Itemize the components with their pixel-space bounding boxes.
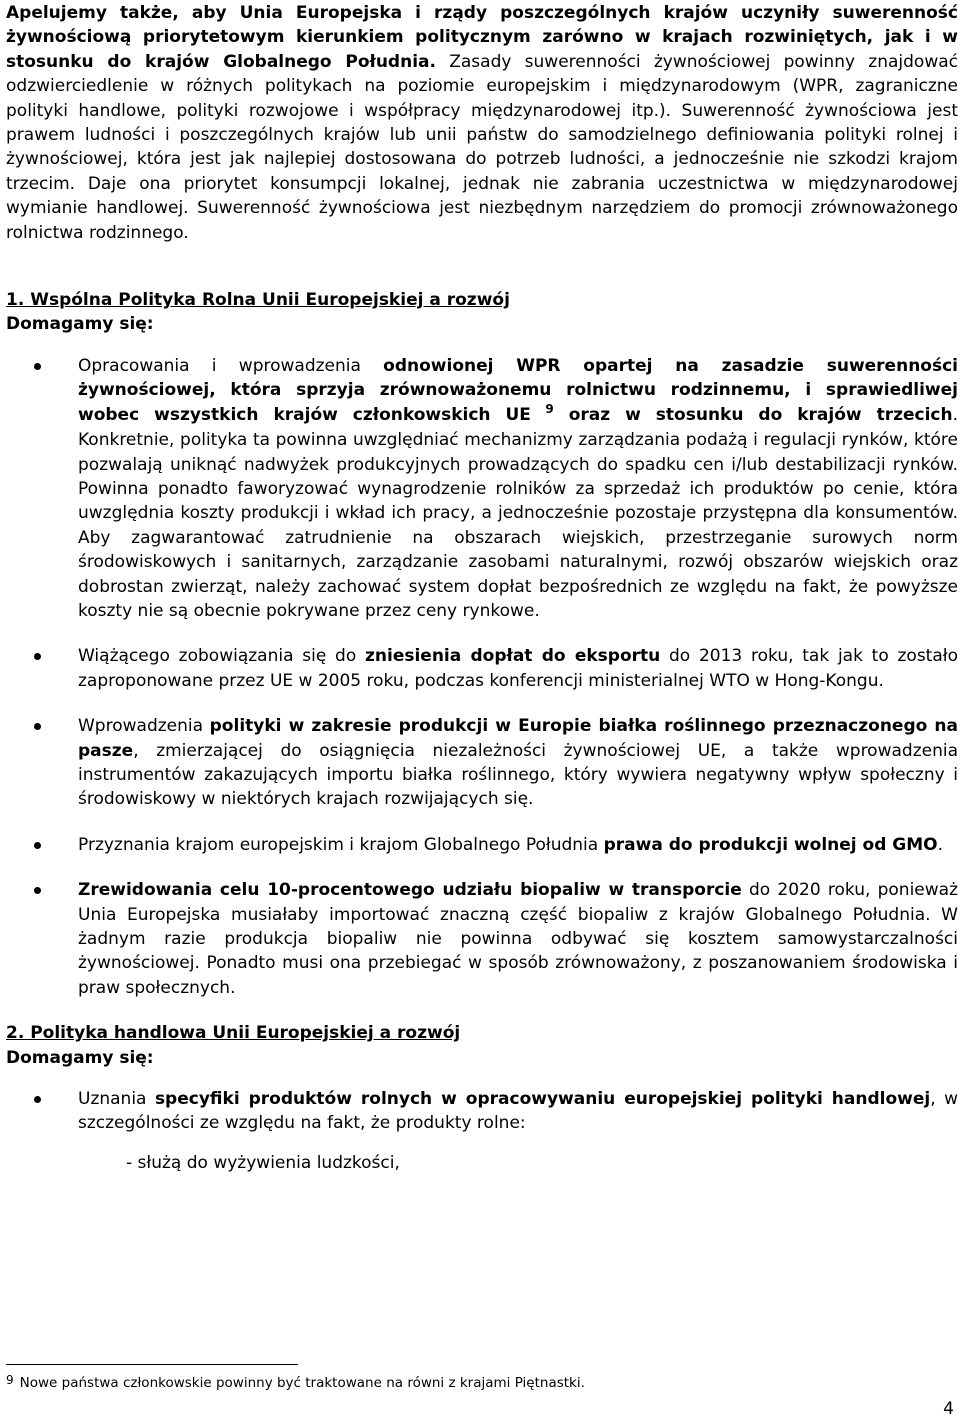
section-1-demand: Domagamy się: [6,314,154,335]
footnote-ref: 9 [545,401,554,416]
list-item [6,714,958,812]
footnote [6,1373,585,1393]
intro-paragraph [6,1,958,245]
item-text: Opracowania i wprowadzenia [78,355,384,376]
item-text: . [937,834,944,855]
section-2-title: 2. Polityka handlowa Unii Europejskiej a rozwój [6,1023,461,1044]
bullet-icon [34,842,41,849]
bullet-icon [34,887,41,894]
list-item [6,1087,958,1136]
item-text: , w szczególności ze względu na fakt, że produkty rolne: [78,1089,958,1134]
intro-text: Zasady suwerenności żywnościowej powinny znajdować odzwierciedlenie w różnych politykach na poziomie europejskim i międzynarodowym (WPR, zagraniczne polityki handlowe, polityki rozwojowe i współpracy międzynarodowej itp.). Suwerenność żywnościowa jest prawem ludności i poszczególnych krajów lub unii państw do samodzielnego definiowania polityki rolnej i żywnościowej, która jest jak najlepiej dostosowana do potrzeb ludności, a jednocześnie nie szkodzi krajom trzecim. Daje ona priorytet konsumpcji lokalnej, jednak nie zabrania uczestnictwa w międzynarodowej wymianie handlowej. Suwerenność żywnościowa jest niezbędnym narzędziem do promocji zrównoważonego rolnictwa rodzinnego. [6,51,958,243]
bullet-icon [34,653,41,660]
item-text: Wprowadzenia [78,716,210,737]
document-page [6,1,958,1175]
section-1-title: 1. Wspólna Polityka Rolna Unii Europejskiej a rozwój [6,290,510,311]
footnote-text: Nowe państwa członkowskie powinny być traktowane na równi z krajami Piętnastki. [19,1375,585,1391]
bullet-icon [34,363,41,370]
item-bold: odnowionej WPR opartej na zasadzie suwerenności żywnościowej, która sprzyja zrównoważonemu rolnictwu rodzinnemu, i sprawiedliwej wobec wszystkich krajów członkowskich UE [78,355,958,425]
item-text: . Konkretnie, polityka ta powinna uwzględniać mechanizmy zarządzania podażą i regulacji rynków, które pozwalają uniknąć nadwyżek produkcyjnych prowadzących do spadku cen i/lub destabilizacji rynków. Powinna ponadto faworyzować wynagrodzenie rolników za sprzedaż ich produktów po cenie, która uwzględnia koszty produkcji i wkład ich pracy, a jednocześnie pozostaje przystępna dla konsumentów. Aby zagwarantować zatrudnienie na obszarach wiejskich, przestrzeganie surowych norm środowiskowych i sanitarnych, zarządzanie zasobami naturalnymi, rozwój obszarów wiejskich oraz dobrostan zwierząt, należy zachować system dopłat bezpośrednich ze względu na fakt, że powyższe koszty nie są obecnie pokrywane przez ceny rynkowe. [78,404,959,621]
bullet-icon [34,723,41,730]
section-2-list [6,1087,958,1136]
item-bold: prawa do produkcji wolnej od GMO [603,834,938,855]
list-item [6,354,958,623]
footnote-number: 9 [6,1373,14,1387]
list-item [6,644,958,693]
item-text: Uznania [78,1089,155,1110]
footnote-divider [6,1364,298,1365]
intro-bold: Apelujemy także, aby Unia Europejska i rządy poszczególnych krajów uczyniły suwerenność żywnościową priorytetowym kierunkiem politycznym zarówno w krajach rozwiniętych, jak i w stosunku do krajów Globalnego Południa. [6,3,958,72]
item-text: Przyznania krajom europejskim i krajom Globalnego Południa [78,834,604,855]
item-bold: polityki w zakresie produkcji w Europie białka roślinnego przeznaczonego na pasze [78,716,958,761]
list-item [6,878,958,1000]
dash-list-item: - służą do wyżywienia ludzkości, [126,1152,400,1173]
item-bold: Zrewidowania celu 10-procentowego udziału biopaliw w transporcie [78,880,742,901]
bullet-icon [34,1096,41,1103]
item-text: do 2020 roku, ponieważ Unia Europejska musiałaby importować znaczną część biopaliw z krajów Globalnego Południa. W żadnym razie produkcja biopaliw nie powinna odbywać się kosztem samowystarczalności żywnościowej. Ponadto musi ona przebiegać w sposób zrównoważony, z poszanowaniem środowiska i praw społecznych. [78,880,958,998]
list-item [6,833,958,857]
section-2-demand: Domagamy się: [6,1047,154,1068]
section-1-list [6,354,958,1000]
item-bold: oraz w stosunku do krajów trzecich [553,404,953,425]
item-text: , zmierzającej do osiągnięcia niezależności żywnościowej UE, a także wprowadzenia instrumentów zakazujących importu białka roślinnego, który wywiera negatywny wpływ społeczny i środowiskowy w niektórych krajach rozwijających się. [78,740,958,810]
item-bold: zniesienia dopłat do eksportu [365,646,661,667]
item-text: do 2013 roku, tak jak to zostało zaproponowane przez UE w 2005 roku, podczas konferencji ministerialnej WTO w Hong-Kongu. [78,646,959,691]
item-bold: specyfiki produktów rolnych w opracowywaniu europejskiej polityki handlowej [154,1089,931,1110]
item-text: Wiążącego zobowiązania się do [78,646,365,667]
page-number: 4 [943,1399,954,1419]
